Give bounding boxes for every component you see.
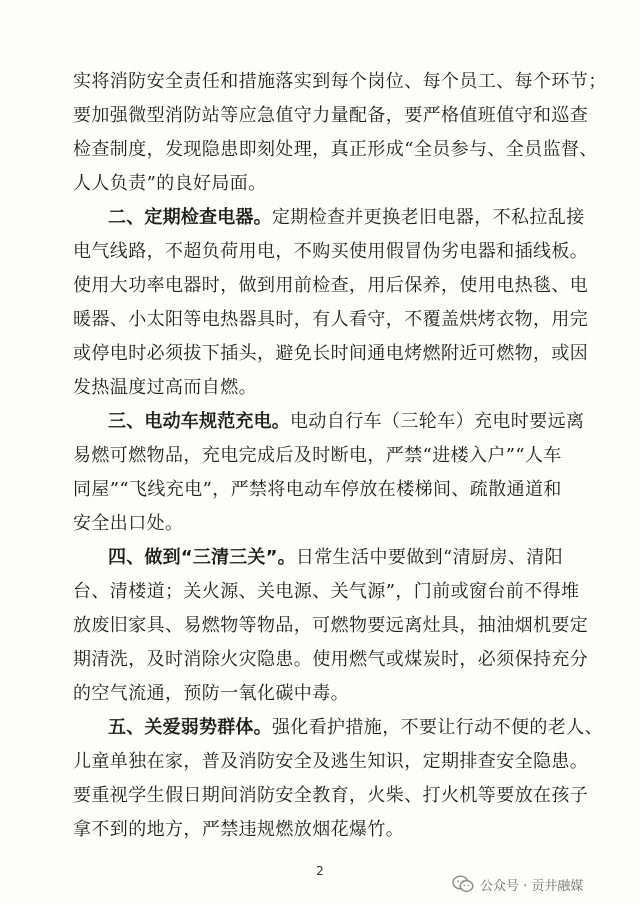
section-text: 日常生活中要做到“清厨房、清阳 [295,547,564,568]
paragraph-line: 发热温度过高而自燃。 [73,377,257,398]
paragraph-line: 易燃可燃物品，充电完成后及时断电，严禁“进楼入户”“人车 [73,445,562,466]
paragraph-line: 同屋”“飞线充电”，严禁将电动车停放在楼梯间、疏散通道和 [73,479,562,500]
paragraph-line: 儿童单独在家，普及消防安全及逃生知识，定期排查安全隐患。 [73,751,589,772]
section-heading: 二、定期检查电器。 [108,207,272,228]
paragraph-line: 或停电时必须拔下插头，避免长时间通电烤燃附近可燃物，或因 [73,343,589,364]
section-text: 电动自行车（三轮车）充电时要远离 [290,411,585,432]
section-text: 强化看护措施，不要让行动不便的老人、 [271,717,604,738]
wechat-icon [452,875,474,893]
paragraph-line: 电气线路，不超负荷用电，不购买使用假冒伪劣电器和插线板。 [73,241,589,262]
watermark [452,873,632,895]
section-heading: 四、做到“三清三关”。 [108,547,296,568]
paragraph-line: 台、清楼道；关火源、关电源、关气源”，门前或窗台前不得堆 [73,581,580,602]
section-text: 定期检查并更换老旧电器，不私拉乱接 [271,207,585,228]
paragraph-line: 实将消防安全责任和措施落实到每个岗位、每个员工、每个环节； [73,71,607,92]
paragraph-line: 使用大功率电器时，做到用前检查，用后保养，使用电热毯、电 [73,275,589,296]
paragraph-line: 安全出口处。 [73,513,184,534]
paragraph-line: 暖器、小太阳等电热器具时，有人看守，不覆盖烘烤衣物，用完 [73,309,589,330]
watermark-text: 公众号 · 贡井融媒 [480,878,584,894]
page-number: 2 [316,864,324,878]
section-heading: 五、关爱弱势群体。 [108,717,272,738]
paragraph-line: 期清洗，及时消除火灾隐患。使用燃气或煤炭时，必须保持充分 [73,649,589,670]
paragraph-line: 检查制度，发现隐患即刻处理，真正形成“全员参与、全员监督、 [73,139,598,160]
paragraph-line: 要重视学生假日期间消防安全教育，火柴、打火机等要放在孩子 [73,785,589,806]
paragraph-line: 人人负责”的良好局面。 [73,173,267,194]
paragraph-line: 放废旧家具、易燃物等物品，可燃物要远离灶具，抽油烟机要定 [73,615,589,636]
section-heading: 三、电动车规范充电。 [108,411,290,432]
section-first-line [108,716,604,740]
section-first-line [108,206,585,230]
section-first-line [108,410,585,434]
paragraph-line: 的空气流通，预防一氧化碳中毒。 [73,683,349,704]
section-first-line [108,546,573,570]
paragraph-line: 拿不到的地方，严禁违规燃放烟花爆竹。 [73,819,405,840]
paragraph-line: 要加强微型消防站等应急值守力量配备，要严格值班值守和巡查 [73,105,589,126]
